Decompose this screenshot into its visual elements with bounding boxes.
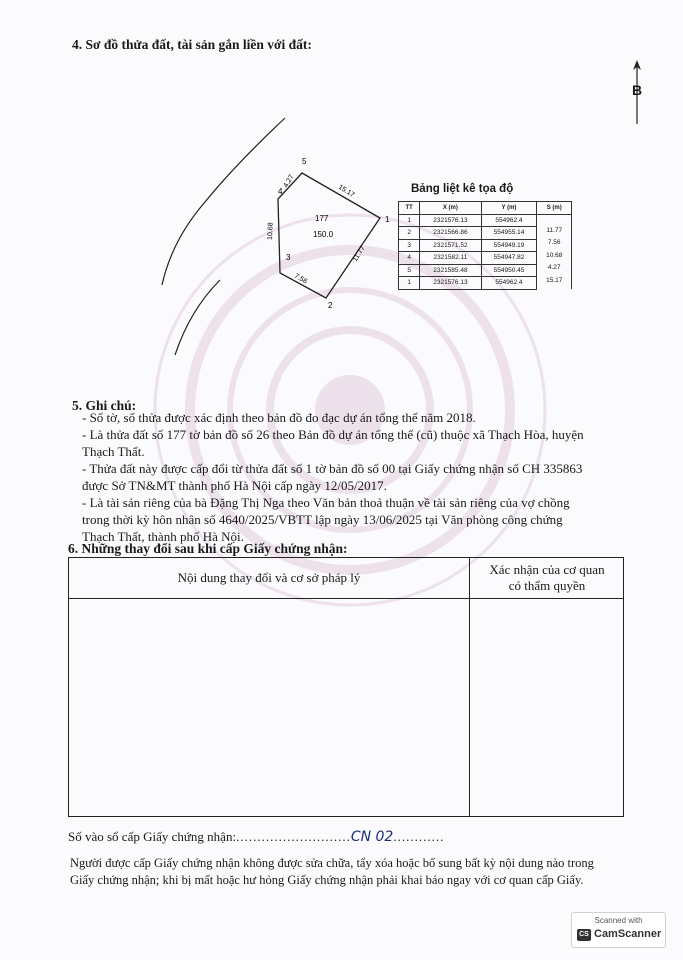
cell-s: 7.56 — [537, 239, 572, 252]
footer-note — [70, 855, 594, 889]
cell-y: 554955.14 — [481, 227, 537, 240]
footer-line-1: Người được cấp Giấy chứng nhận không được sửa chữa, tẩy xóa hoặc bổ sung bất kỳ nội dung nào trong — [70, 856, 594, 870]
coord-table-title: Bảng liệt kê tọa độ — [411, 183, 514, 195]
table-row — [399, 214, 572, 227]
cell-x: 2321566.86 — [420, 227, 481, 240]
edge-3-4-length: 10.68 — [267, 222, 275, 241]
note-line: - Là thửa đất số 177 tờ bản đồ số 26 theo Bản đồ dự án tổng thể (cũ) thuộc xã Thạch Hòa, huyện — [82, 427, 584, 442]
note-line: trong thời kỳ hôn nhân số 4640/2025/VBTT lập ngày 13/06/2025 tại Văn phòng công chứng — [82, 512, 563, 527]
coord-header-y: Y (m) — [481, 202, 537, 215]
coord-table — [398, 201, 572, 290]
plot-diagram — [150, 110, 410, 370]
registry-value: CN 02 — [350, 829, 394, 845]
footer-line-2: Giấy chứng nhận; khi bị mất hoặc hư hỏng Giấy chứng nhận phải khai báo ngay với cơ quan cấp Giấy. — [70, 873, 584, 887]
cell-y: 554947.82 — [481, 252, 537, 265]
registry-line — [68, 829, 444, 845]
cell-tt: 1 — [399, 277, 420, 290]
table-row — [399, 277, 572, 290]
cell-s: 10.68 — [537, 252, 572, 265]
changes-header-divider — [69, 598, 623, 599]
cell-tt: 3 — [399, 239, 420, 252]
coord-header-tt: TT — [399, 202, 420, 215]
coord-header-s: S (m) — [537, 202, 572, 215]
note-line: được Sở TN&MT thành phố Hà Nội cấp ngày 12/05/2017. — [82, 478, 387, 493]
camscanner-name: CamScanner — [594, 928, 662, 940]
cell-tt: 1 — [399, 214, 420, 227]
cell-s: 11.77 — [537, 227, 572, 240]
edge-4-5-length: 4.27 — [282, 173, 296, 189]
point-3-label: 3 — [286, 253, 291, 262]
camscanner-badge — [571, 912, 666, 948]
edge-2-3-length: 7.56 — [293, 272, 309, 286]
edge-5-1-length: 15.17 — [336, 183, 356, 199]
table-row — [399, 264, 572, 277]
cell-y: 554949.19 — [481, 239, 537, 252]
cell-x: 2321571.52 — [420, 239, 481, 252]
point-2-label: 2 — [328, 301, 333, 310]
cell-tt: 2 — [399, 227, 420, 240]
cell-s-empty — [537, 214, 572, 227]
registry-dots: ........................... — [236, 829, 351, 844]
north-arrow — [630, 60, 644, 129]
camscanner-small-text: Scanned with — [594, 916, 643, 925]
changes-header-confirmation — [469, 562, 625, 594]
notes-block — [82, 409, 584, 545]
cell-y: 554950.45 — [481, 264, 537, 277]
note-line: - Số tờ, số thửa được xác định theo bản đồ đo đạc dự án tổng thể năm 2018. — [82, 410, 476, 425]
road-curve-bottom — [175, 280, 220, 355]
parcel-area: 150.0 — [313, 230, 334, 239]
changes-header-content: Nội dung thay đổi và cơ sở pháp lý — [177, 570, 361, 585]
note-line: Thạch Thất. — [82, 444, 145, 459]
cell-y: 554962.4 — [481, 277, 537, 290]
section4-title: 4. Sơ đồ thửa đất, tài sản gắn liền với đất: — [72, 37, 312, 52]
cell-tt: 4 — [399, 252, 420, 265]
confirmation-line-2: có thẩm quyền — [508, 578, 586, 593]
table-row — [399, 227, 572, 240]
cell-x: 2321585.48 — [420, 264, 481, 277]
registry-dots-end: ............ — [393, 829, 445, 844]
north-label: B — [632, 82, 643, 98]
coord-header-x: X (m) — [420, 202, 481, 215]
note-line: Thạch Thất, thành phố Hà Nội. — [82, 529, 244, 544]
cell-tt: 5 — [399, 264, 420, 277]
point-4-label: 4 — [278, 187, 283, 196]
point-1-label: 1 — [385, 215, 390, 224]
cell-y: 554962.4 — [481, 214, 537, 227]
parcel-number: 177 — [315, 214, 329, 223]
cell-x: 2321582.11 — [420, 252, 481, 265]
table-row — [399, 239, 572, 252]
edge-1-2-length: 11.77 — [351, 244, 367, 264]
road-curve-top — [162, 118, 285, 285]
confirmation-line-1: Xác nhận của cơ quan — [489, 562, 605, 577]
changes-left-column — [69, 558, 470, 816]
cell-s: 4.27 — [537, 264, 572, 277]
camscanner-logo-icon: CS — [577, 929, 591, 941]
registry-label: Số vào sổ cấp Giấy chứng nhận: — [68, 829, 237, 844]
table-row — [399, 252, 572, 265]
cell-x: 2321576.13 — [420, 277, 481, 290]
cell-s: 15.17 — [537, 277, 572, 290]
note-line: - Là tài sản riêng của bà Đặng Thị Nga theo Văn bản thoả thuận về tài sản riêng của vợ chồng — [82, 495, 570, 510]
section6-title: 6. Những thay đổi sau khi cấp Giấy chứng nhận: — [68, 541, 348, 556]
point-5-label: 5 — [302, 157, 307, 166]
note-line: - Thửa đất này được cấp đổi từ thửa đất số 1 tờ bản đồ số 00 tại Giấy chứng nhận số CH 335863 — [82, 461, 583, 476]
changes-table — [68, 557, 624, 817]
cell-x: 2321576.13 — [420, 214, 481, 227]
section5-title: 5. Ghi chú: — [72, 398, 137, 413]
